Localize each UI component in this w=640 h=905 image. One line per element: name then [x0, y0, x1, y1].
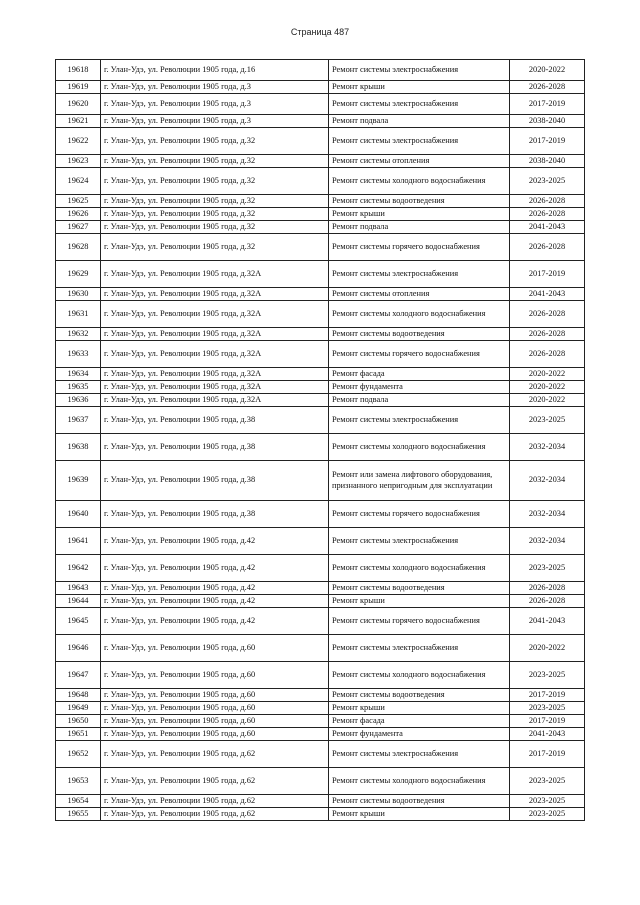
- row-work-type: Ремонт системы водоотведения: [329, 328, 510, 341]
- table-row: [56, 461, 585, 501]
- row-work-type: Ремонт системы электроснабжения: [329, 741, 510, 768]
- row-period: 2032-2034: [510, 461, 585, 501]
- table-row: [56, 582, 585, 595]
- row-work-type: Ремонт системы водоотведения: [329, 582, 510, 595]
- row-work-type: Ремонт системы электроснабжения: [329, 635, 510, 662]
- table-row: [56, 795, 585, 808]
- row-number: 19634: [56, 368, 101, 381]
- row-address: г. Улан-Удэ, ул. Революции 1905 года, д.32А: [101, 381, 329, 394]
- row-period: 2020-2022: [510, 394, 585, 407]
- table-row: [56, 635, 585, 662]
- row-work-type: Ремонт системы холодного водоснабжения: [329, 662, 510, 689]
- row-number: 19629: [56, 261, 101, 288]
- row-period: 2023-2025: [510, 795, 585, 808]
- row-number: 19654: [56, 795, 101, 808]
- row-number: 19643: [56, 582, 101, 595]
- row-number: 19636: [56, 394, 101, 407]
- row-address: г. Улан-Удэ, ул. Революции 1905 года, д.60: [101, 662, 329, 689]
- table-row: [56, 128, 585, 155]
- table-row: [56, 155, 585, 168]
- table-row: [56, 115, 585, 128]
- row-number: 19630: [56, 288, 101, 301]
- row-number: 19625: [56, 195, 101, 208]
- row-address: г. Улан-Удэ, ул. Революции 1905 года, д.42: [101, 582, 329, 595]
- row-work-type: Ремонт подвала: [329, 394, 510, 407]
- row-number: 19620: [56, 94, 101, 115]
- row-work-type: Ремонт системы горячего водоснабжения: [329, 501, 510, 528]
- row-work-type: Ремонт системы электроснабжения: [329, 407, 510, 434]
- table-row: [56, 381, 585, 394]
- row-work-type: Ремонт системы электроснабжения: [329, 94, 510, 115]
- row-period: 2017-2019: [510, 128, 585, 155]
- row-number: 19632: [56, 328, 101, 341]
- row-address: г. Улан-Удэ, ул. Революции 1905 года, д.60: [101, 689, 329, 702]
- row-period: 2032-2034: [510, 501, 585, 528]
- page-header: Страница 487: [290, 27, 350, 37]
- row-address: г. Улан-Удэ, ул. Революции 1905 года, д.32: [101, 155, 329, 168]
- row-number: 19645: [56, 608, 101, 635]
- row-work-type: Ремонт системы холодного водоснабжения: [329, 555, 510, 582]
- table-row: [56, 288, 585, 301]
- row-address: г. Улан-Удэ, ул. Революции 1905 года, д.62: [101, 808, 329, 821]
- row-period: 2041-2043: [510, 728, 585, 741]
- row-number: 19618: [56, 60, 101, 81]
- table-row: [56, 60, 585, 81]
- row-period: 2020-2022: [510, 635, 585, 662]
- row-address: г. Улан-Удэ, ул. Революции 1905 года, д.42: [101, 595, 329, 608]
- row-number: 19619: [56, 81, 101, 94]
- row-work-type: Ремонт системы горячего водоснабжения: [329, 341, 510, 368]
- row-number: 19628: [56, 234, 101, 261]
- row-work-type: Ремонт системы горячего водоснабжения: [329, 234, 510, 261]
- row-number: 19626: [56, 208, 101, 221]
- table-row: [56, 407, 585, 434]
- row-address: г. Улан-Удэ, ул. Революции 1905 года, д.3: [101, 115, 329, 128]
- row-address: г. Улан-Удэ, ул. Революции 1905 года, д.16: [101, 60, 329, 81]
- row-address: г. Улан-Удэ, ул. Революции 1905 года, д.38: [101, 434, 329, 461]
- row-number: 19623: [56, 155, 101, 168]
- table-body: [56, 60, 585, 821]
- row-number: 19637: [56, 407, 101, 434]
- row-address: г. Улан-Удэ, ул. Революции 1905 года, д.60: [101, 728, 329, 741]
- row-work-type: Ремонт системы холодного водоснабжения: [329, 768, 510, 795]
- row-number: 19641: [56, 528, 101, 555]
- row-period: 2026-2028: [510, 341, 585, 368]
- row-address: г. Улан-Удэ, ул. Революции 1905 года, д.32: [101, 128, 329, 155]
- table-row: [56, 328, 585, 341]
- row-period: 2041-2043: [510, 608, 585, 635]
- table-row: [56, 808, 585, 821]
- row-address: г. Улан-Удэ, ул. Революции 1905 года, д.60: [101, 715, 329, 728]
- row-number: 19655: [56, 808, 101, 821]
- row-period: 2017-2019: [510, 689, 585, 702]
- row-period: 2026-2028: [510, 208, 585, 221]
- row-period: 2017-2019: [510, 261, 585, 288]
- row-period: 2023-2025: [510, 407, 585, 434]
- repair-schedule-table: [55, 59, 585, 821]
- row-address: г. Улан-Удэ, ул. Революции 1905 года, д.42: [101, 528, 329, 555]
- row-address: г. Улан-Удэ, ул. Революции 1905 года, д.3: [101, 94, 329, 115]
- table-row: [56, 595, 585, 608]
- row-period: 2017-2019: [510, 741, 585, 768]
- row-number: 19649: [56, 702, 101, 715]
- row-work-type: Ремонт подвала: [329, 221, 510, 234]
- row-work-type: Ремонт системы электроснабжения: [329, 60, 510, 81]
- row-work-type: Ремонт фундамента: [329, 728, 510, 741]
- row-work-type: Ремонт системы электроснабжения: [329, 261, 510, 288]
- row-period: 2023-2025: [510, 808, 585, 821]
- row-work-type: Ремонт крыши: [329, 208, 510, 221]
- table-row: [56, 528, 585, 555]
- table-row: [56, 741, 585, 768]
- table-row: [56, 394, 585, 407]
- row-address: г. Улан-Удэ, ул. Революции 1905 года, д.32: [101, 221, 329, 234]
- table-row: [56, 702, 585, 715]
- row-work-type: Ремонт системы водоотведения: [329, 195, 510, 208]
- table-row: [56, 168, 585, 195]
- row-period: 2017-2019: [510, 94, 585, 115]
- row-number: 19646: [56, 635, 101, 662]
- row-number: 19639: [56, 461, 101, 501]
- table-row: [56, 208, 585, 221]
- row-period: 2020-2022: [510, 381, 585, 394]
- row-period: 2032-2034: [510, 528, 585, 555]
- row-number: 19638: [56, 434, 101, 461]
- table-row: [56, 689, 585, 702]
- table-row: [56, 768, 585, 795]
- row-work-type: Ремонт крыши: [329, 595, 510, 608]
- table-row: [56, 728, 585, 741]
- row-number: 19644: [56, 595, 101, 608]
- row-period: 2038-2040: [510, 115, 585, 128]
- row-address: г. Улан-Удэ, ул. Революции 1905 года, д.38: [101, 461, 329, 501]
- table-row: [56, 221, 585, 234]
- table-row: [56, 555, 585, 582]
- row-number: 19650: [56, 715, 101, 728]
- row-work-type: Ремонт системы электроснабжения: [329, 528, 510, 555]
- table-row: [56, 195, 585, 208]
- row-address: г. Улан-Удэ, ул. Революции 1905 года, д.32А: [101, 368, 329, 381]
- table-row: [56, 434, 585, 461]
- row-period: 2023-2025: [510, 555, 585, 582]
- row-address: г. Улан-Удэ, ул. Революции 1905 года, д.32А: [101, 328, 329, 341]
- row-period: 2023-2025: [510, 768, 585, 795]
- row-work-type: Ремонт крыши: [329, 808, 510, 821]
- table-row: [56, 662, 585, 689]
- row-number: 19633: [56, 341, 101, 368]
- row-work-type: Ремонт подвала: [329, 115, 510, 128]
- row-work-type: Ремонт фасада: [329, 368, 510, 381]
- row-work-type: Ремонт или замена лифтового оборудования, признанного непригодным для эксплуатации: [329, 461, 510, 501]
- row-period: 2026-2028: [510, 81, 585, 94]
- row-address: г. Улан-Удэ, ул. Революции 1905 года, д.60: [101, 702, 329, 715]
- row-period: 2020-2022: [510, 368, 585, 381]
- row-number: 19640: [56, 501, 101, 528]
- row-period: 2041-2043: [510, 288, 585, 301]
- row-number: 19622: [56, 128, 101, 155]
- row-period: 2023-2025: [510, 662, 585, 689]
- row-number: 19647: [56, 662, 101, 689]
- row-number: 19627: [56, 221, 101, 234]
- row-period: 2026-2028: [510, 301, 585, 328]
- row-period: 2020-2022: [510, 60, 585, 81]
- row-address: г. Улан-Удэ, ул. Революции 1905 года, д.38: [101, 501, 329, 528]
- row-period: 2026-2028: [510, 328, 585, 341]
- row-number: 19635: [56, 381, 101, 394]
- row-work-type: Ремонт крыши: [329, 81, 510, 94]
- row-address: г. Улан-Удэ, ул. Революции 1905 года, д.32А: [101, 394, 329, 407]
- row-work-type: Ремонт системы водоотведения: [329, 795, 510, 808]
- row-address: г. Улан-Удэ, ул. Революции 1905 года, д.32: [101, 195, 329, 208]
- row-work-type: Ремонт крыши: [329, 702, 510, 715]
- row-number: 19631: [56, 301, 101, 328]
- row-address: г. Улан-Удэ, ул. Революции 1905 года, д.62: [101, 795, 329, 808]
- table-row: [56, 608, 585, 635]
- table-row: [56, 81, 585, 94]
- row-address: г. Улан-Удэ, ул. Революции 1905 года, д.32: [101, 168, 329, 195]
- row-work-type: Ремонт системы отопления: [329, 288, 510, 301]
- row-number: 19648: [56, 689, 101, 702]
- row-work-type: Ремонт системы отопления: [329, 155, 510, 168]
- row-period: 2017-2019: [510, 715, 585, 728]
- row-address: г. Улан-Удэ, ул. Революции 1905 года, д.42: [101, 555, 329, 582]
- row-work-type: Ремонт фундамента: [329, 381, 510, 394]
- row-work-type: Ремонт системы холодного водоснабжения: [329, 168, 510, 195]
- row-period: 2026-2028: [510, 582, 585, 595]
- row-address: г. Улан-Удэ, ул. Революции 1905 года, д.32А: [101, 341, 329, 368]
- row-number: 19653: [56, 768, 101, 795]
- table-row: [56, 341, 585, 368]
- table-row: [56, 368, 585, 381]
- row-address: г. Улан-Удэ, ул. Революции 1905 года, д.38: [101, 407, 329, 434]
- row-period: 2026-2028: [510, 595, 585, 608]
- row-period: 2023-2025: [510, 702, 585, 715]
- table-row: [56, 234, 585, 261]
- row-number: 19652: [56, 741, 101, 768]
- row-number: 19642: [56, 555, 101, 582]
- table-row: [56, 94, 585, 115]
- row-address: г. Улан-Удэ, ул. Революции 1905 года, д.32: [101, 234, 329, 261]
- table-row: [56, 301, 585, 328]
- row-address: г. Улан-Удэ, ул. Революции 1905 года, д.62: [101, 741, 329, 768]
- row-address: г. Улан-Удэ, ул. Революции 1905 года, д.32А: [101, 261, 329, 288]
- table-row: [56, 261, 585, 288]
- row-address: г. Улан-Удэ, ул. Революции 1905 года, д.42: [101, 608, 329, 635]
- row-period: 2038-2040: [510, 155, 585, 168]
- row-number: 19621: [56, 115, 101, 128]
- row-number: 19624: [56, 168, 101, 195]
- row-period: 2041-2043: [510, 221, 585, 234]
- row-address: г. Улан-Удэ, ул. Революции 1905 года, д.32А: [101, 301, 329, 328]
- row-address: г. Улан-Удэ, ул. Революции 1905 года, д.60: [101, 635, 329, 662]
- row-address: г. Улан-Удэ, ул. Революции 1905 года, д.62: [101, 768, 329, 795]
- row-period: 2026-2028: [510, 234, 585, 261]
- row-address: г. Улан-Удэ, ул. Революции 1905 года, д.32А: [101, 288, 329, 301]
- row-work-type: Ремонт системы холодного водоснабжения: [329, 301, 510, 328]
- row-address: г. Улан-Удэ, ул. Революции 1905 года, д.32: [101, 208, 329, 221]
- row-period: 2026-2028: [510, 195, 585, 208]
- row-work-type: Ремонт системы водоотведения: [329, 689, 510, 702]
- row-work-type: Ремонт фасада: [329, 715, 510, 728]
- row-period: 2023-2025: [510, 168, 585, 195]
- row-number: 19651: [56, 728, 101, 741]
- row-period: 2032-2034: [510, 434, 585, 461]
- row-work-type: Ремонт системы горячего водоснабжения: [329, 608, 510, 635]
- table-row: [56, 501, 585, 528]
- row-address: г. Улан-Удэ, ул. Революции 1905 года, д.3: [101, 81, 329, 94]
- table-row: [56, 715, 585, 728]
- row-work-type: Ремонт системы электроснабжения: [329, 128, 510, 155]
- row-work-type: Ремонт системы холодного водоснабжения: [329, 434, 510, 461]
